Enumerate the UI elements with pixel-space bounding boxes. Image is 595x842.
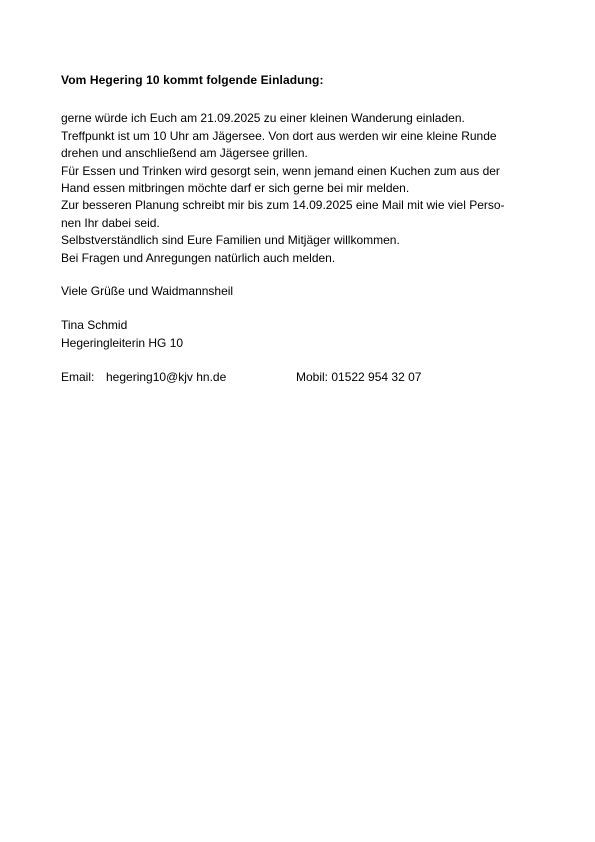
mobile-number: Mobil: 01522 954 32 07 [296,370,422,385]
letter-paragraph [61,110,551,267]
text-line: Selbstverständlich sind Eure Familien und Mitjäger willkommen. [61,233,400,248]
signature-block [61,317,551,352]
closing-greeting: Viele Grüße und Waidmannsheil [61,284,234,299]
signer-role: Hegeringleiterin HG 10 [61,335,184,350]
text-line: Hand essen mitbringen möchte darf er sich gerne bei mir melden. [61,181,410,196]
text-line: Zur besseren Planung schreibt mir bis zum 14.09.2025 eine Mail mit wie viel Perso- [61,198,505,213]
text-line: nen Ihr dabei seid. [61,215,160,230]
email-address: hegering10@kjv hn.de [106,370,227,385]
email-label: Email: [61,370,95,385]
letter-body [61,72,551,387]
text-line: gerne würde ich Euch am 21.09.2025 zu einer kleinen Wanderung einladen. [61,111,465,126]
text-line: Bei Fragen und Anregungen natürlich auch melden. [61,250,336,265]
signer-name: Tina Schmid [61,318,128,333]
text-line: Treffpunkt ist um 10 Uhr am Jägersee. Von dort aus werden wir eine kleine Runde [61,128,497,143]
text-line: drehen und anschließend am Jägersee grillen. [61,146,308,161]
text-line: Für Essen und Trinken wird gesorgt sein, wenn jemand einen Kuchen zum aus der [61,163,500,178]
contact-line [61,369,551,387]
letter-heading: Vom Hegering 10 kommt folgende Einladung: [61,73,324,87]
